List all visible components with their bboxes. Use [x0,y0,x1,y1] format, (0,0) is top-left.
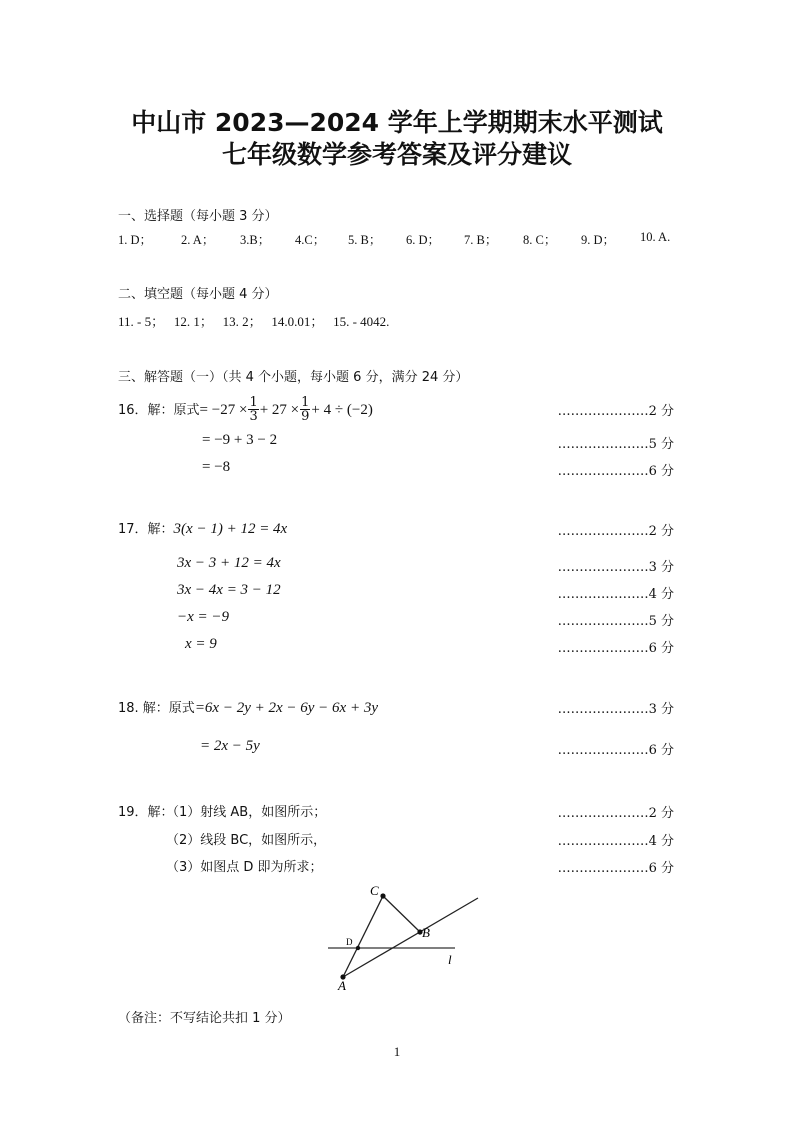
choice-answer: 9. D； [581,233,616,247]
label-l: l [448,952,452,967]
q19-points-2: …………………4 分 [557,834,674,849]
q17-points-2: …………………3 分 [557,560,674,575]
q18-expr: =6x − 2y + 2x − 6y − 6x + 3y [194,700,378,716]
choice-answer: 3.B； [240,233,271,247]
point-d [356,946,360,950]
q16-expr-b: + 27 × [259,402,300,418]
choice-answer: 5. B； [348,233,382,247]
geometry-figure [310,876,490,996]
q19-line1: （1）射线 AB，如图所示； [166,805,327,820]
q19-line3: （3）如图点 D 即为所求； [166,860,323,875]
q18-line2: = 2x − 5y [200,738,260,754]
frac-den: 9 [301,409,310,424]
q16-line3: = −8 [202,459,231,475]
q16-line2: = −9 + 3 − 2 [202,432,278,448]
label-d: D [346,937,353,947]
choice-answer: 10. A. [640,230,671,244]
segment-bc [383,896,420,932]
choice-answer: 6. D； [406,233,441,247]
fraction [300,396,310,423]
q19-points-3: …………………6 分 [557,861,674,876]
q18-line1 [118,697,378,717]
label-a: A [338,978,346,993]
q19-label: 19．解： [118,805,174,820]
q18-points-2: …………………6 分 [557,743,674,758]
q16-expr-c: + 4 ÷ (−2) [311,402,373,418]
q17-label: 17．解： [118,522,174,537]
q19-points-1: …………………2 分 [557,806,674,821]
q17-points-5: …………………6 分 [557,641,674,656]
q17-line1 [118,518,287,538]
label-c: C [370,883,379,898]
q18-label: 18. 解：原式 [118,701,195,716]
point-c [380,893,385,898]
frac-num: 1 [301,395,310,410]
q17-points-1: …………………2 分 [557,524,674,539]
note: （备注：不写结论共扣 1 分） [118,1011,291,1026]
q17-points-4: …………………5 分 [557,614,674,629]
document-title-line1: 中山市 2023—2024 学年上学期期末水平测试 [131,108,663,137]
choice-answer: 8. C； [523,233,557,247]
q16-points-2: …………………5 分 [557,437,674,452]
q19-line2: （2）线段 BC，如图所示， [166,833,327,848]
q16-points-3: …………………6 分 [557,464,674,479]
section1-heading: 一、选择题（每小题 3 分） [118,209,278,224]
q16-expr-a: = −27 × [199,402,248,418]
ray-ab [343,898,478,977]
q17-line5: x = 9 [185,636,217,652]
q16-label: 16．解：原式 [118,403,200,418]
q17-points-3: …………………4 分 [557,587,674,602]
q17-line4: −x = −9 [177,609,230,625]
choice-answer: 2. A； [181,233,215,247]
choice-answers-row [118,230,678,248]
q16-line1 [118,396,373,423]
label-b: B [422,925,430,940]
frac-num: 1 [249,395,258,410]
section3-heading: 三、解答题（一）（共 4 个小题，每小题 6 分，满分 24 分） [118,370,469,385]
document-title-line2: 七年级数学参考答案及评分建议 [221,140,572,169]
q17-line2: 3x − 3 + 12 = 4x [177,555,281,571]
q17-eq: 3(x − 1) + 12 = 4x [173,521,288,537]
section2-heading: 二、填空题（每小题 4 分） [118,287,278,302]
fraction [248,396,258,423]
page-number: 1 [393,1044,401,1059]
choice-answer: 7. B； [464,233,498,247]
q18-points-1: …………………3 分 [557,702,674,717]
frac-den: 3 [249,409,258,424]
fill-answers-row: 11. - 5； 12. 1； 13. 2； 14.0.01； 15. - 4042. [118,314,390,329]
q16-points-1: …………………2 分 [557,404,674,419]
choice-answer: 4.C； [295,233,326,247]
choice-answer: 1. D； [118,233,153,247]
q17-line3: 3x − 4x = 3 − 12 [177,582,281,598]
